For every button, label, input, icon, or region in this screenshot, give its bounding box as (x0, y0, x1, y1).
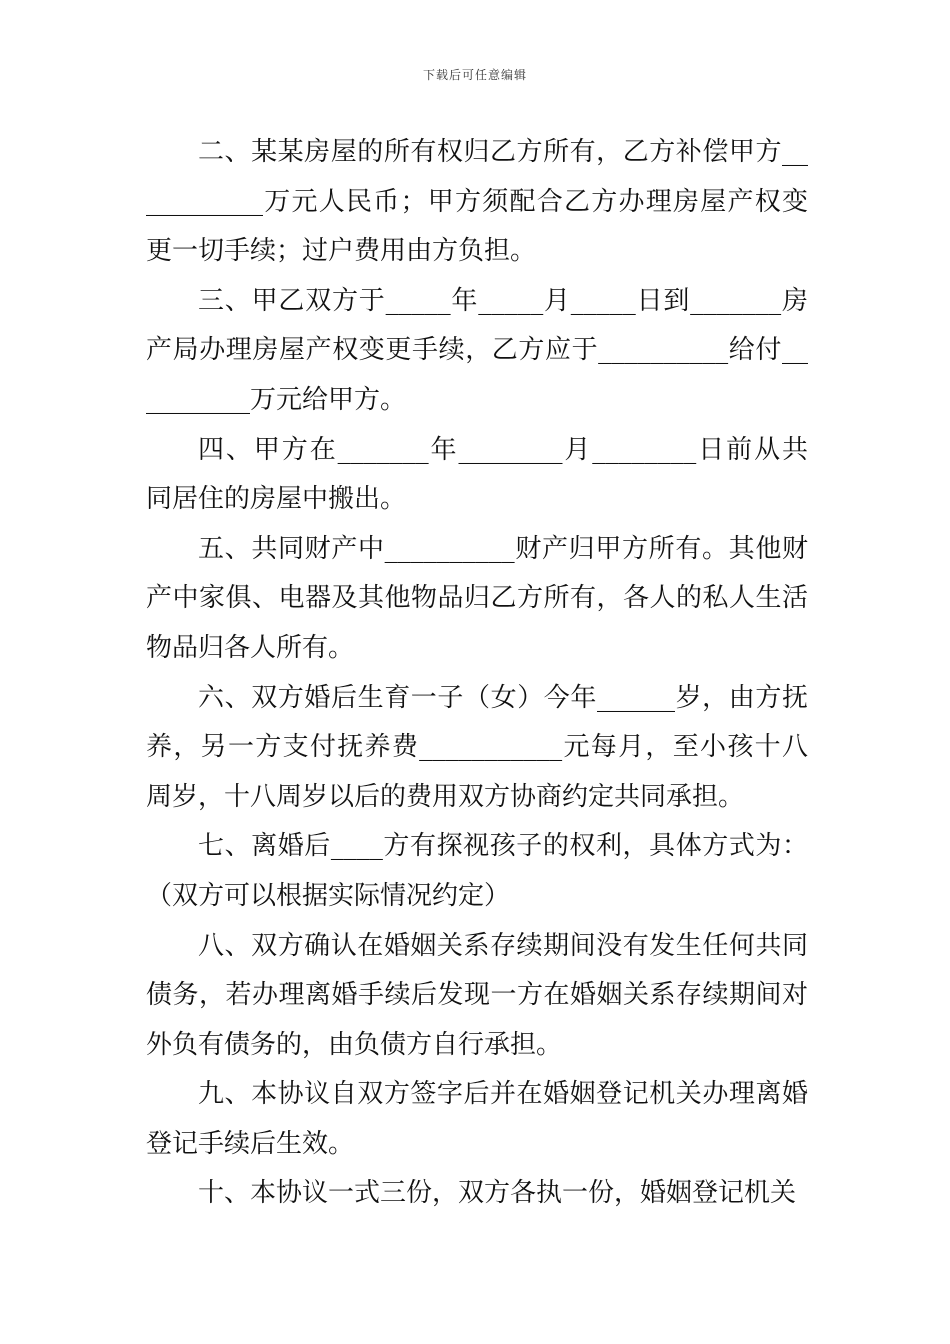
clause-3-property-transfer: 三、甲乙双方于_____年_____月_____日到_______房产局办理房屋产权变更手续，乙方应于__________给付__________万元给甲方。 (146, 285, 808, 415)
clause-9-effective: 九、本协议自双方签字后并在婚姻登记机关办理离婚登记手续后生效。 (146, 1079, 808, 1159)
page-header-note: 下载后可任意编辑 (422, 68, 527, 82)
document-body (146, 128, 808, 1219)
clause-10-copies: 十、本协议一式三份，双方各执一份，婚姻登记机关 (198, 1178, 797, 1209)
clause-2-property-ownership: 二、某某房屋的所有权归乙方所有，乙方补偿甲方___________万元人民币；甲方须配合乙方办理房屋产权变更一切手续；过户费用由方负担。 (146, 137, 808, 267)
clause-6-child-custody: 六、双方婚后生育一子（女）今年______岁，由方抚养，另一方支付抚养费___________元每月，至小孩十八周岁，十八周岁以后的费用双方协商约定共同承担。 (146, 682, 808, 812)
clause-7-visitation: 七、离婚后____方有探视孩子的权利，具体方式为：（双方可以根据实际情况约定） (146, 831, 808, 911)
clause-8-debts: 八、双方确认在婚姻关系存续期间没有发生任何共同债务，若办理离婚手续后发现一方在婚姻关系存续期间对外负有债务的，由负债方自行承担。 (146, 930, 808, 1060)
clause-5-joint-property: 五、共同财产中__________财产归甲方所有。其他财产中家俱、电器及其他物品归乙方所有，各人的私人生活物品归各人所有。 (146, 533, 808, 663)
clause-4-move-out: 四、甲方在_______年________月________日前从共同居住的房屋中搬出。 (146, 434, 808, 515)
